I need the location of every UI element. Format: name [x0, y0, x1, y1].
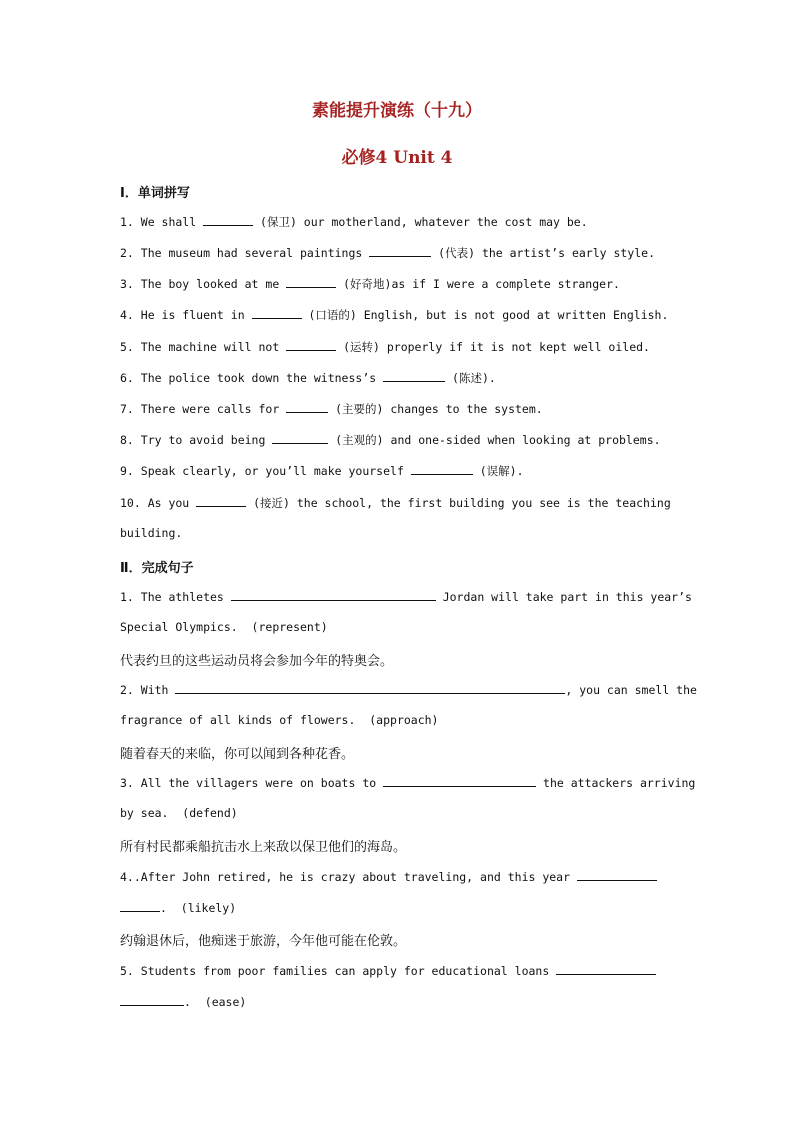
answer-blank[interactable]: [175, 682, 565, 694]
exercise-item: 8. Try to avoid being (主观的) and one-sided when looking at problems.: [120, 433, 661, 447]
sentence-continuation: fragrance of all kinds of flowers. (approach): [120, 713, 439, 727]
answer-blank[interactable]: [286, 401, 328, 413]
answer-blank[interactable]: [369, 245, 431, 257]
chinese-translation: 代表约旦的这些运动员将会参加今年的特奥会。: [120, 654, 394, 669]
answer-blank[interactable]: [286, 339, 336, 351]
chinese-translation: 约翰退休后，他痴迷于旅游，今年他可能在伦敦。: [120, 934, 407, 949]
answer-blank[interactable]: [203, 214, 253, 226]
answer-blank[interactable]: [272, 432, 328, 444]
sentence-continuation: Special Olympics. (represent): [120, 620, 328, 634]
exercise-item: 4. He is fluent in (口语的) English, but is not good at written English.: [120, 308, 669, 322]
sentence-item: 1. The athletes Jordan will take part in this year’s: [120, 590, 692, 604]
exercise-item: 7. There were calls for (主要的) changes to the system.: [120, 402, 543, 416]
answer-blank[interactable]: [383, 775, 536, 787]
page-title: 素能提升演练（十九）: [312, 101, 482, 121]
answer-blank[interactable]: [231, 589, 436, 601]
exercise-item: 3. The boy looked at me (好奇地)as if I were a complete stranger.: [120, 277, 620, 291]
sentence-continuation: . (likely): [120, 900, 680, 915]
exercise-item: 6. The police took down the witness’s (陈述).: [120, 371, 496, 385]
exercise-item: 9. Speak clearly, or you’ll make yourself (误解).: [120, 464, 524, 478]
exercise-item: 10. As you (接近) the school, the first building you see is the teaching: [120, 496, 671, 510]
answer-blank[interactable]: [411, 463, 473, 475]
answer-blank[interactable]: [556, 963, 656, 975]
exercise-item: 1. We shall (保卫) our motherland, whatever the cost may be.: [120, 215, 588, 229]
exercise-item: 5. The machine will not (运转) properly if it is not kept well oiled.: [120, 340, 650, 354]
section-1-heading: Ⅰ．单词拼写: [120, 186, 190, 201]
answer-blank[interactable]: [577, 869, 657, 881]
sentence-item: 2. With , you can smell the: [120, 683, 697, 697]
sentence-item: 5. Students from poor families can apply for educational loans: [120, 963, 680, 978]
sentence-item: 3. All the villagers were on boats to the attackers arriving: [120, 776, 696, 790]
answer-blank[interactable]: [196, 495, 246, 507]
exercise-item: 2. The museum had several paintings (代表) the artist’s early style.: [120, 246, 656, 260]
chinese-translation: 随着春天的来临，你可以闻到各种花香。: [120, 747, 355, 762]
answer-blank[interactable]: [120, 994, 184, 1006]
sentence-continuation: . (ease): [120, 994, 680, 1009]
answer-blank[interactable]: [120, 900, 160, 912]
section-2-heading: Ⅱ．完成句子: [120, 561, 194, 576]
answer-blank[interactable]: [252, 307, 302, 319]
sentence-item: 4..After John retired, he is crazy about traveling, and this year: [120, 869, 680, 884]
answer-blank[interactable]: [286, 276, 336, 288]
sentence-continuation: by sea. (defend): [120, 806, 238, 820]
page-subtitle: 必修4 Unit 4: [341, 148, 453, 168]
exercise-item-continuation: building.: [120, 526, 183, 540]
answer-blank[interactable]: [383, 370, 445, 382]
chinese-translation: 所有村民都乘船抗击水上来敌以保卫他们的海岛。: [120, 840, 407, 855]
